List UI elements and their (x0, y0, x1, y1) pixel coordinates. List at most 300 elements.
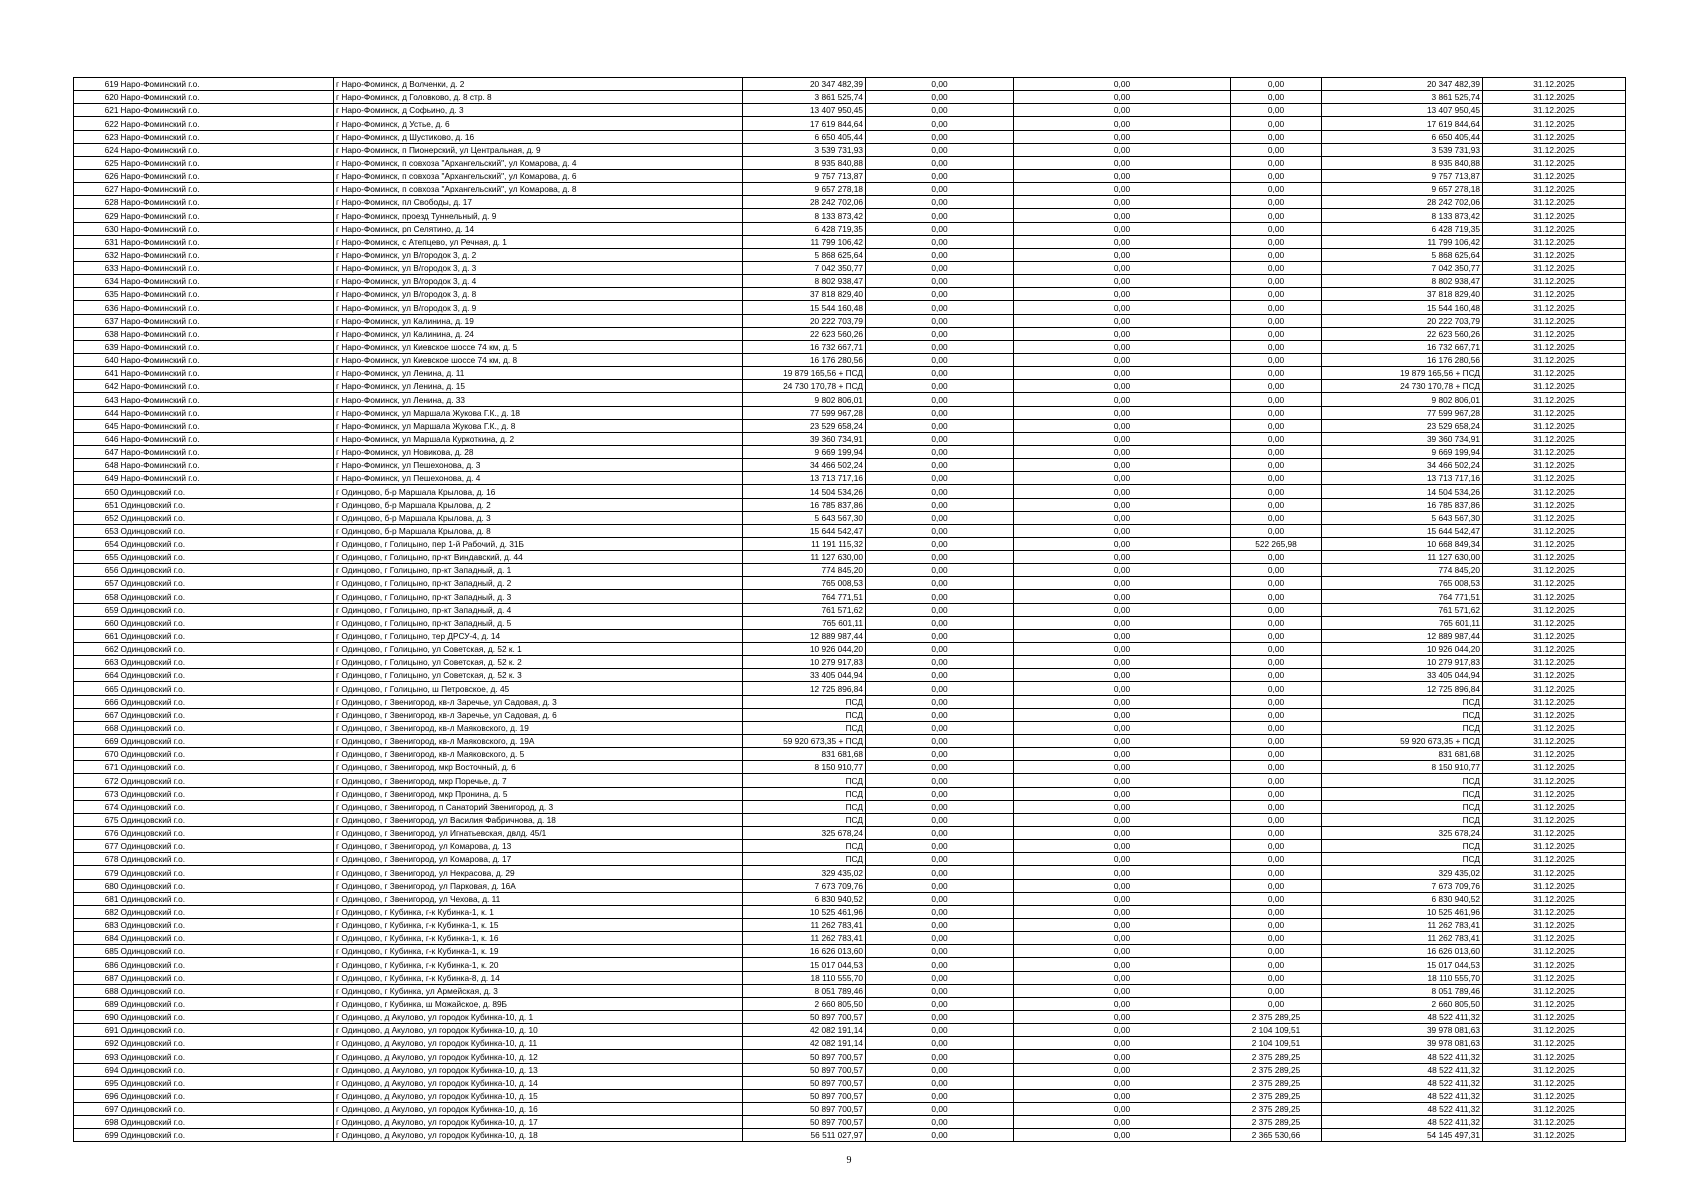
cell-cost-total: 8 802 938,47 (743, 275, 866, 288)
cell-cost-total: ПСД (743, 721, 866, 734)
cell-value-col-5: 0,00 (866, 117, 1014, 130)
cell-deadline-date: 31.12.2025 (1483, 813, 1626, 826)
cell-row-number: 633 (74, 261, 120, 274)
table-row (74, 564, 1626, 577)
cell-deduction: 0,00 (1231, 997, 1322, 1010)
cell-value-col-6: 0,00 (1014, 590, 1231, 603)
cell-value-col-5: 0,00 (866, 1089, 1014, 1102)
cell-cost-total: 9 657 278,18 (743, 183, 866, 196)
cell-deduction: 0,00 (1231, 156, 1322, 169)
table-row (74, 735, 1626, 748)
cell-cost-net: 13 713 717,16 (1322, 472, 1483, 485)
cell-deadline-date: 31.12.2025 (1483, 761, 1626, 774)
cell-municipality: Одинцовский г.о. (120, 919, 334, 932)
cell-municipality: Одинцовский г.о. (120, 1050, 334, 1063)
cell-deduction: 0,00 (1231, 590, 1322, 603)
cell-row-number: 638 (74, 327, 120, 340)
cell-cost-net: ПСД (1322, 840, 1483, 853)
cell-cost-total: 8 051 789,46 (743, 984, 866, 997)
cell-deadline-date: 31.12.2025 (1483, 971, 1626, 984)
cell-deadline-date: 31.12.2025 (1483, 235, 1626, 248)
table-row (74, 577, 1626, 590)
cell-deadline-date: 31.12.2025 (1483, 551, 1626, 564)
cell-deadline-date: 31.12.2025 (1483, 248, 1626, 261)
cell-address: г Одинцово, г Голицыно, ш Петровское, д. 45 (334, 682, 743, 695)
cell-value-col-5: 0,00 (866, 235, 1014, 248)
cell-value-col-5: 0,00 (866, 367, 1014, 380)
cell-deadline-date: 31.12.2025 (1483, 1076, 1626, 1089)
cell-row-number: 623 (74, 130, 120, 143)
cell-deduction: 0,00 (1231, 459, 1322, 472)
cell-address: г Одинцово, г Голицыно, пр-кт Западный, д. 1 (334, 564, 743, 577)
table-row (74, 485, 1626, 498)
cell-deadline-date: 31.12.2025 (1483, 406, 1626, 419)
cell-deadline-date: 31.12.2025 (1483, 1116, 1626, 1129)
cell-value-col-6: 0,00 (1014, 537, 1231, 550)
table-row (74, 353, 1626, 366)
cell-value-col-5: 0,00 (866, 511, 1014, 524)
cell-value-col-6: 0,00 (1014, 695, 1231, 708)
cell-cost-total: 18 110 555,70 (743, 971, 866, 984)
cell-address: г Одинцово, г Звенигород, кв-л Маяковского, д. 19 (334, 721, 743, 734)
cell-cost-net: 33 405 044,94 (1322, 669, 1483, 682)
cell-cost-net: 16 626 013,60 (1322, 945, 1483, 958)
cell-value-col-6: 0,00 (1014, 1116, 1231, 1129)
cell-value-col-6: 0,00 (1014, 327, 1231, 340)
cell-municipality: Одинцовский г.о. (120, 1010, 334, 1023)
cell-cost-net: 2 660 805,50 (1322, 997, 1483, 1010)
cell-deduction: 0,00 (1231, 104, 1322, 117)
cell-cost-net: 765 008,53 (1322, 577, 1483, 590)
cell-municipality: Одинцовский г.о. (120, 590, 334, 603)
cell-cost-total: 10 279 917,83 (743, 656, 866, 669)
cell-deduction: 0,00 (1231, 932, 1322, 945)
cell-address: г Одинцово, б-р Маршала Крылова, д. 2 (334, 498, 743, 511)
table-row (74, 1129, 1626, 1142)
cell-address: г Одинцово, г Кубинка, г-к Кубинка-1, к. 15 (334, 919, 743, 932)
cell-cost-total: 56 511 027,97 (743, 1129, 866, 1142)
cell-municipality: Наро-Фоминский г.о. (120, 117, 334, 130)
table-row (74, 406, 1626, 419)
cell-deadline-date: 31.12.2025 (1483, 932, 1626, 945)
cell-value-col-5: 0,00 (866, 787, 1014, 800)
cell-deadline-date: 31.12.2025 (1483, 367, 1626, 380)
cell-value-col-5: 0,00 (866, 524, 1014, 537)
table-row (74, 1063, 1626, 1076)
cell-value-col-5: 0,00 (866, 130, 1014, 143)
cell-value-col-6: 0,00 (1014, 1076, 1231, 1089)
cell-row-number: 662 (74, 643, 120, 656)
cell-value-col-6: 0,00 (1014, 511, 1231, 524)
cell-cost-net: 8 051 789,46 (1322, 984, 1483, 997)
cell-value-col-6: 0,00 (1014, 353, 1231, 366)
table-row (74, 117, 1626, 130)
cell-cost-net: 6 650 405,44 (1322, 130, 1483, 143)
cell-deadline-date: 31.12.2025 (1483, 498, 1626, 511)
cell-row-number: 649 (74, 472, 120, 485)
cell-value-col-6: 0,00 (1014, 735, 1231, 748)
cell-row-number: 641 (74, 367, 120, 380)
cell-cost-net: 10 525 461,96 (1322, 905, 1483, 918)
cell-municipality: Наро-Фоминский г.о. (120, 196, 334, 209)
cell-deduction: 0,00 (1231, 564, 1322, 577)
cell-municipality: Одинцовский г.о. (120, 1129, 334, 1142)
cell-municipality: Наро-Фоминский г.о. (120, 209, 334, 222)
cell-municipality: Одинцовский г.о. (120, 721, 334, 734)
cell-value-col-5: 0,00 (866, 327, 1014, 340)
cell-municipality: Одинцовский г.о. (120, 787, 334, 800)
cell-deadline-date: 31.12.2025 (1483, 353, 1626, 366)
cell-value-col-6: 0,00 (1014, 827, 1231, 840)
cell-address: г Одинцово, б-р Маршала Крылова, д. 3 (334, 511, 743, 524)
cell-deadline-date: 31.12.2025 (1483, 892, 1626, 905)
cell-row-number: 658 (74, 590, 120, 603)
cell-cost-total: 37 818 829,40 (743, 288, 866, 301)
table-row (74, 209, 1626, 222)
cell-deadline-date: 31.12.2025 (1483, 524, 1626, 537)
cell-address: г Одинцово, г Голицыно, тер ДРСУ-4, д. 14 (334, 629, 743, 642)
cell-cost-net: 48 522 411,32 (1322, 1050, 1483, 1063)
cell-value-col-6: 0,00 (1014, 656, 1231, 669)
cell-municipality: Наро-Фоминский г.о. (120, 327, 334, 340)
cell-value-col-5: 0,00 (866, 301, 1014, 314)
cell-cost-total: 10 525 461,96 (743, 905, 866, 918)
cell-address: г Наро-Фоминск, п совхоза "Архангельский", ул Комарова, д. 6 (334, 169, 743, 182)
cell-cost-net: 14 504 534,26 (1322, 485, 1483, 498)
cell-cost-total: ПСД (743, 708, 866, 721)
cell-address: г Одинцово, д Акулово, ул городок Кубинка-10, д. 18 (334, 1129, 743, 1142)
cell-row-number: 663 (74, 656, 120, 669)
cell-row-number: 643 (74, 393, 120, 406)
cell-row-number: 696 (74, 1089, 120, 1102)
cell-deduction: 2 375 289,25 (1231, 1116, 1322, 1129)
cell-address: г Наро-Фоминск, ул В/городок 3, д. 8 (334, 288, 743, 301)
table-row (74, 78, 1626, 91)
cell-deduction: 0,00 (1231, 301, 1322, 314)
cell-row-number: 639 (74, 340, 120, 353)
cell-cost-total: 59 920 673,35 + ПСД (743, 735, 866, 748)
cell-deduction: 0,00 (1231, 958, 1322, 971)
cell-value-col-6: 0,00 (1014, 524, 1231, 537)
cell-value-col-5: 0,00 (866, 261, 1014, 274)
cell-row-number: 654 (74, 537, 120, 550)
table-row (74, 629, 1626, 642)
cell-deduction: 0,00 (1231, 708, 1322, 721)
cell-address: г Наро-Фоминск, ул Калинина, д. 24 (334, 327, 743, 340)
cell-cost-net: 39 360 734,91 (1322, 432, 1483, 445)
cell-cost-total: 28 242 702,06 (743, 196, 866, 209)
cell-cost-net: 325 678,24 (1322, 827, 1483, 840)
cell-address: г Наро-Фоминск, ул В/городок 3, д. 2 (334, 248, 743, 261)
cell-municipality: Одинцовский г.о. (120, 945, 334, 958)
cell-value-col-6: 0,00 (1014, 485, 1231, 498)
cell-address: г Одинцово, г Голицыно, пр-кт Виндавский, д. 44 (334, 551, 743, 564)
cell-cost-net: 8 935 840,88 (1322, 156, 1483, 169)
cell-address: г Одинцово, г Кубинка, г-к Кубинка-1, к. 19 (334, 945, 743, 958)
cell-municipality: Одинцовский г.о. (120, 616, 334, 629)
cell-row-number: 684 (74, 932, 120, 945)
cell-value-col-5: 0,00 (866, 603, 1014, 616)
table-row (74, 524, 1626, 537)
cell-deadline-date: 31.12.2025 (1483, 156, 1626, 169)
cell-cost-net: ПСД (1322, 695, 1483, 708)
cell-municipality: Одинцовский г.о. (120, 1076, 334, 1089)
cell-municipality: Наро-Фоминский г.о. (120, 380, 334, 393)
cell-value-col-5: 0,00 (866, 209, 1014, 222)
cell-deadline-date: 31.12.2025 (1483, 616, 1626, 629)
cell-value-col-6: 0,00 (1014, 616, 1231, 629)
cell-address: г Наро-Фоминск, п совхоза "Архангельский", ул Комарова, д. 4 (334, 156, 743, 169)
cell-cost-total: 77 599 967,28 (743, 406, 866, 419)
cell-row-number: 630 (74, 222, 120, 235)
cell-cost-net: 11 799 106,42 (1322, 235, 1483, 248)
cell-value-col-5: 0,00 (866, 616, 1014, 629)
cell-value-col-5: 0,00 (866, 1116, 1014, 1129)
cell-cost-net: 765 601,11 (1322, 616, 1483, 629)
cell-deduction: 0,00 (1231, 261, 1322, 274)
cell-cost-net: 9 757 713,87 (1322, 169, 1483, 182)
cell-address: г Одинцово, г Звенигород, мкр Восточный, д. 6 (334, 761, 743, 774)
cell-deduction: 0,00 (1231, 945, 1322, 958)
cell-cost-net: 5 643 567,30 (1322, 511, 1483, 524)
cell-cost-total: 764 771,51 (743, 590, 866, 603)
cell-address: г Наро-Фоминск, ул В/городок 3, д. 9 (334, 301, 743, 314)
cell-municipality: Одинцовский г.о. (120, 1024, 334, 1037)
cell-cost-total: 20 347 482,39 (743, 78, 866, 91)
cell-value-col-6: 0,00 (1014, 432, 1231, 445)
cell-value-col-5: 0,00 (866, 222, 1014, 235)
cell-deduction: 0,00 (1231, 511, 1322, 524)
cell-value-col-5: 0,00 (866, 419, 1014, 432)
cell-row-number: 652 (74, 511, 120, 524)
cell-address: г Одинцово, г Звенигород, кв-л Заречье, ул Садовая, д. 6 (334, 708, 743, 721)
cell-deadline-date: 31.12.2025 (1483, 459, 1626, 472)
cell-deduction: 0,00 (1231, 380, 1322, 393)
cell-address: г Одинцово, г Звенигород, ул Комарова, д. 13 (334, 840, 743, 853)
cell-deadline-date: 31.12.2025 (1483, 288, 1626, 301)
cell-value-col-6: 0,00 (1014, 275, 1231, 288)
cell-municipality: Наро-Фоминский г.о. (120, 78, 334, 91)
cell-deadline-date: 31.12.2025 (1483, 669, 1626, 682)
cell-municipality: Одинцовский г.о. (120, 629, 334, 642)
cell-row-number: 689 (74, 997, 120, 1010)
cell-value-col-6: 0,00 (1014, 905, 1231, 918)
cell-address: г Одинцово, д Акулово, ул городок Кубинка-10, д. 10 (334, 1024, 743, 1037)
cell-cost-total: 2 660 805,50 (743, 997, 866, 1010)
cell-deadline-date: 31.12.2025 (1483, 984, 1626, 997)
table-row (74, 682, 1626, 695)
table-row (74, 892, 1626, 905)
cell-address: г Одинцово, г Звенигород, п Санаторий Звенигород, д. 3 (334, 800, 743, 813)
cell-cost-total: 765 008,53 (743, 577, 866, 590)
cell-row-number: 655 (74, 551, 120, 564)
table-row (74, 643, 1626, 656)
cell-value-col-6: 0,00 (1014, 104, 1231, 117)
cell-value-col-6: 0,00 (1014, 393, 1231, 406)
cell-row-number: 635 (74, 288, 120, 301)
cell-value-col-6: 0,00 (1014, 840, 1231, 853)
cell-value-col-5: 0,00 (866, 656, 1014, 669)
cell-row-number: 691 (74, 1024, 120, 1037)
cell-row-number: 656 (74, 564, 120, 577)
cell-value-col-5: 0,00 (866, 1037, 1014, 1050)
cell-deduction: 2 375 289,25 (1231, 1050, 1322, 1063)
cell-deduction: 0,00 (1231, 905, 1322, 918)
cell-deduction: 0,00 (1231, 288, 1322, 301)
cell-deduction: 0,00 (1231, 393, 1322, 406)
cell-address: г Наро-Фоминск, ул Киевское шоссе 74 км, д. 5 (334, 340, 743, 353)
cell-cost-net: ПСД (1322, 813, 1483, 826)
cell-row-number: 647 (74, 445, 120, 458)
cell-cost-total: 774 845,20 (743, 564, 866, 577)
table-row (74, 853, 1626, 866)
cell-row-number: 620 (74, 91, 120, 104)
table-row (74, 537, 1626, 550)
cell-deduction: 0,00 (1231, 551, 1322, 564)
cell-value-col-5: 0,00 (866, 629, 1014, 642)
cell-municipality: Одинцовский г.о. (120, 656, 334, 669)
cell-value-col-6: 0,00 (1014, 669, 1231, 682)
cell-value-col-5: 0,00 (866, 91, 1014, 104)
cell-value-col-5: 0,00 (866, 472, 1014, 485)
cell-address: г Наро-Фоминск, рп Селятино, д. 14 (334, 222, 743, 235)
cell-cost-net: ПСД (1322, 774, 1483, 787)
table-row (74, 104, 1626, 117)
cell-value-col-6: 0,00 (1014, 813, 1231, 826)
cell-deduction: 0,00 (1231, 130, 1322, 143)
cell-value-col-6: 0,00 (1014, 958, 1231, 971)
cell-value-col-6: 0,00 (1014, 472, 1231, 485)
cell-value-col-6: 0,00 (1014, 235, 1231, 248)
cell-value-col-5: 0,00 (866, 774, 1014, 787)
cell-value-col-6: 0,00 (1014, 91, 1231, 104)
cell-deduction: 2 375 289,25 (1231, 1063, 1322, 1076)
cell-row-number: 675 (74, 813, 120, 826)
cell-deadline-date: 31.12.2025 (1483, 1102, 1626, 1115)
cell-municipality: Наро-Фоминский г.о. (120, 472, 334, 485)
cell-value-col-5: 0,00 (866, 997, 1014, 1010)
cell-deadline-date: 31.12.2025 (1483, 327, 1626, 340)
cell-deadline-date: 31.12.2025 (1483, 695, 1626, 708)
cell-deadline-date: 31.12.2025 (1483, 419, 1626, 432)
cell-cost-total: 16 626 013,60 (743, 945, 866, 958)
cell-value-col-6: 0,00 (1014, 551, 1231, 564)
cell-cost-total: 42 082 191,14 (743, 1024, 866, 1037)
cell-deduction: 522 265,98 (1231, 537, 1322, 550)
cell-value-col-5: 0,00 (866, 485, 1014, 498)
cell-value-col-6: 0,00 (1014, 367, 1231, 380)
cell-cost-total: ПСД (743, 800, 866, 813)
cell-deadline-date: 31.12.2025 (1483, 537, 1626, 550)
cell-value-col-6: 0,00 (1014, 1063, 1231, 1076)
cell-deduction: 0,00 (1231, 643, 1322, 656)
cell-cost-net: 8 802 938,47 (1322, 275, 1483, 288)
cell-deadline-date: 31.12.2025 (1483, 445, 1626, 458)
cell-municipality: Одинцовский г.о. (120, 813, 334, 826)
cell-value-col-5: 0,00 (866, 275, 1014, 288)
cell-municipality: Одинцовский г.о. (120, 761, 334, 774)
cell-cost-net: 28 242 702,06 (1322, 196, 1483, 209)
cell-deduction: 0,00 (1231, 892, 1322, 905)
cell-cost-total: 9 757 713,87 (743, 169, 866, 182)
cell-value-col-5: 0,00 (866, 813, 1014, 826)
cell-cost-net: 13 407 950,45 (1322, 104, 1483, 117)
cell-municipality: Одинцовский г.о. (120, 866, 334, 879)
cell-row-number: 631 (74, 235, 120, 248)
cell-deduction: 0,00 (1231, 353, 1322, 366)
cell-municipality: Наро-Фоминский г.о. (120, 235, 334, 248)
table-row (74, 708, 1626, 721)
cell-value-col-5: 0,00 (866, 143, 1014, 156)
table-row (74, 445, 1626, 458)
table-row (74, 905, 1626, 918)
cell-address: г Одинцово, г Звенигород, кв-л Заречье, ул Садовая, д. 3 (334, 695, 743, 708)
cell-address: г Одинцово, г Звенигород, ул Комарова, д. 17 (334, 853, 743, 866)
cell-deadline-date: 31.12.2025 (1483, 748, 1626, 761)
cell-value-col-6: 0,00 (1014, 183, 1231, 196)
cell-cost-total: 765 601,11 (743, 616, 866, 629)
cell-value-col-6: 0,00 (1014, 196, 1231, 209)
cell-cost-net: 329 435,02 (1322, 866, 1483, 879)
cell-cost-net: 12 725 896,84 (1322, 682, 1483, 695)
cell-value-col-6: 0,00 (1014, 682, 1231, 695)
table-row (74, 748, 1626, 761)
cell-deadline-date: 31.12.2025 (1483, 1024, 1626, 1037)
table-row (74, 1024, 1626, 1037)
cell-deduction: 0,00 (1231, 183, 1322, 196)
cell-deadline-date: 31.12.2025 (1483, 866, 1626, 879)
cell-address: г Одинцово, г Звенигород, кв-л Маяковского, д. 19А (334, 735, 743, 748)
cell-value-col-6: 0,00 (1014, 380, 1231, 393)
cell-address: г Одинцово, г Голицыно, ул Советская, д. 52 к. 1 (334, 643, 743, 656)
cell-municipality: Одинцовский г.о. (120, 958, 334, 971)
cell-municipality: Наро-Фоминский г.о. (120, 248, 334, 261)
cell-municipality: Одинцовский г.о. (120, 695, 334, 708)
cell-row-number: 686 (74, 958, 120, 971)
cell-municipality: Одинцовский г.о. (120, 708, 334, 721)
table-row (74, 919, 1626, 932)
cell-cost-total: 325 678,24 (743, 827, 866, 840)
cell-value-col-5: 0,00 (866, 156, 1014, 169)
table-row (74, 183, 1626, 196)
table-row (74, 787, 1626, 800)
cell-cost-total: 7 042 350,77 (743, 261, 866, 274)
cell-value-col-6: 0,00 (1014, 971, 1231, 984)
table-row (74, 340, 1626, 353)
cell-municipality: Наро-Фоминский г.о. (120, 275, 334, 288)
cell-municipality: Одинцовский г.о. (120, 682, 334, 695)
cell-deadline-date: 31.12.2025 (1483, 1050, 1626, 1063)
cell-municipality: Наро-Фоминский г.о. (120, 353, 334, 366)
cell-deduction: 0,00 (1231, 853, 1322, 866)
cell-address: г Одинцово, г Звенигород, мкр Пронина, д. 5 (334, 787, 743, 800)
table-row (74, 1050, 1626, 1063)
cell-address: г Наро-Фоминск, ул Новикова, д. 28 (334, 445, 743, 458)
cell-deadline-date: 31.12.2025 (1483, 275, 1626, 288)
table-row (74, 800, 1626, 813)
cell-cost-total: 34 466 502,24 (743, 459, 866, 472)
cell-deadline-date: 31.12.2025 (1483, 104, 1626, 117)
cell-cost-total: 19 879 165,56 + ПСД (743, 367, 866, 380)
cell-cost-total: 12 889 987,44 (743, 629, 866, 642)
cell-row-number: 685 (74, 945, 120, 958)
cell-cost-total: 9 802 806,01 (743, 393, 866, 406)
cell-value-col-6: 0,00 (1014, 945, 1231, 958)
cell-cost-net: 3 861 525,74 (1322, 91, 1483, 104)
table-row (74, 656, 1626, 669)
cell-municipality: Одинцовский г.о. (120, 1037, 334, 1050)
cell-municipality: Наро-Фоминский г.о. (120, 406, 334, 419)
